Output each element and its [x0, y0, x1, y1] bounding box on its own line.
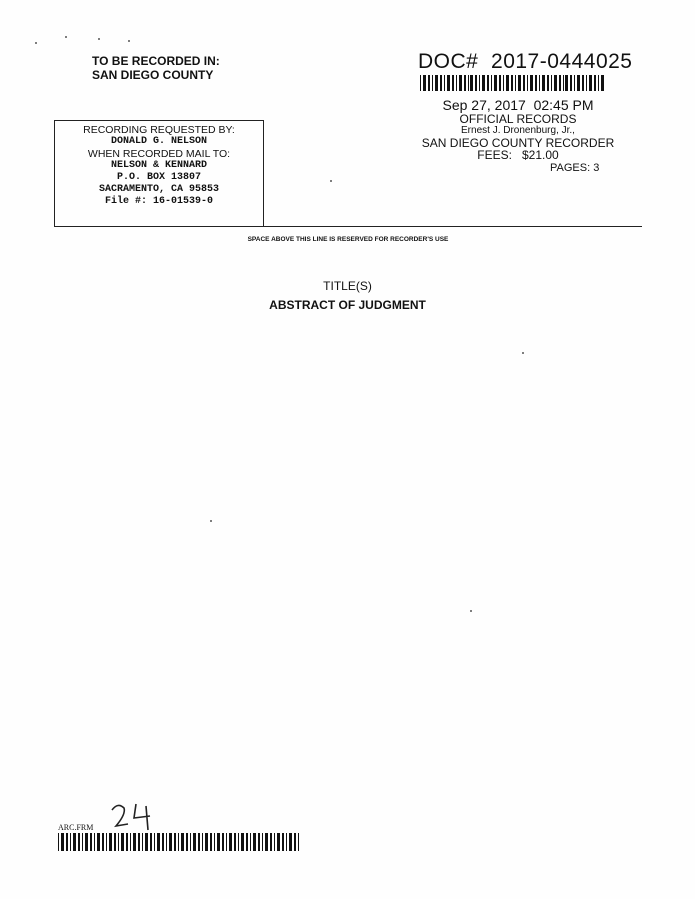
titles-label: TITLE(S) [323, 279, 372, 293]
recording-date-time: Sep 27, 2017 02:45 PM [442, 97, 594, 113]
recorded-in-block [92, 54, 220, 82]
form-code: ARC.FRM [58, 823, 94, 832]
document-title: ABSTRACT OF JUDGMENT [269, 298, 426, 312]
recorder-name: Ernest J. Dronenburg, Jr., [461, 125, 575, 136]
mail-to-city: SACRAMENTO, CA 95853 [98, 184, 220, 195]
requested-by-label: RECORDING REQUESTED BY: [83, 124, 235, 136]
recorder-divider-line [54, 226, 642, 227]
doc-number: DOC# 2017-0444025 [418, 50, 633, 73]
form-barcode [58, 833, 301, 851]
official-records-label: OFFICIAL RECORDS [459, 112, 577, 126]
mail-to-po-box: P.O. BOX 13807 [116, 172, 201, 183]
reserved-space-notice: SPACE ABOVE THIS LINE IS RESERVED FOR RECORDER'S USE [247, 236, 449, 243]
mail-to-firm: NELSON & KENNARD [110, 160, 207, 171]
file-number: File #: 16-01539-0 [104, 196, 214, 207]
county-recorder-label: SAN DIEGO COUNTY RECORDER [421, 136, 615, 150]
requested-by-name: DONALD G. NELSON [110, 136, 207, 147]
recording-fees: FEES: $21.00 [477, 148, 559, 162]
recorded-in-line2: SAN DIEGO COUNTY [92, 68, 214, 82]
page-count: PAGES: 3 [550, 162, 600, 174]
recorded-in-line1: TO BE RECORDED IN: [92, 54, 220, 68]
requester-box [54, 120, 264, 226]
mail-to-label: WHEN RECORDED MAIL TO: [87, 148, 231, 160]
document-barcode [420, 75, 606, 91]
recording-stamp [420, 97, 616, 161]
